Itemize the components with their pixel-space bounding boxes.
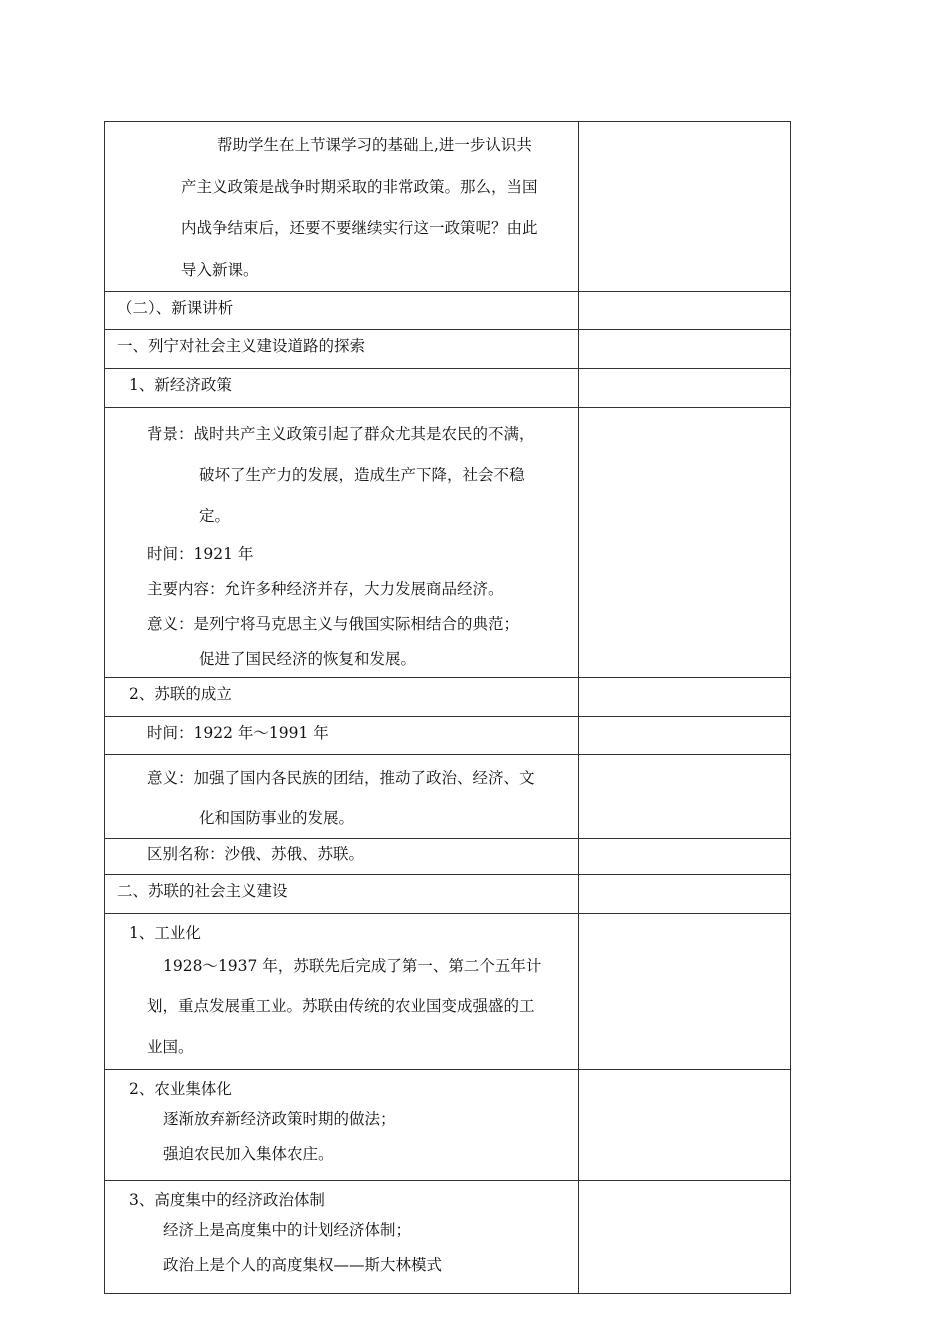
section-cell: [105, 717, 579, 755]
notes-cell: [579, 875, 791, 914]
section-cell: [105, 875, 579, 914]
ussr-heading: 2、苏联的成立: [129, 685, 232, 703]
intro-line: 导入新课。: [181, 260, 259, 279]
nep-content: 主要内容：允许多种经济并存，大力发展商品经济。: [147, 580, 504, 598]
notes-cell: [579, 914, 791, 1070]
industry-text: 业国。: [147, 1038, 194, 1056]
section-cell: [105, 330, 579, 369]
agri-heading: 2、农业集体化: [129, 1080, 232, 1098]
part2-heading: 二、苏联的社会主义建设: [117, 882, 288, 900]
section-cell: [105, 292, 579, 330]
notes-cell: [579, 408, 791, 678]
section-cell: [105, 678, 579, 717]
notes-cell: [579, 1181, 791, 1294]
notes-cell: [579, 330, 791, 369]
nep-details-cell: [105, 408, 579, 678]
industry-text: 划，重点发展重工业。苏联由传统的农业国变成强盛的工: [147, 997, 535, 1015]
system-heading: 3、高度集中的经济政治体制: [129, 1191, 325, 1209]
ussr-names: 区别名称：沙俄、苏俄、苏联。: [147, 845, 365, 863]
system-text: 经济上是高度集中的计划经济体制；: [163, 1221, 412, 1239]
system-text: 政治上是个人的高度集权——斯大林模式: [163, 1256, 443, 1274]
nep-meaning: 促进了国民经济的恢复和发展。: [199, 650, 417, 668]
industry-text: 1928～1937 年，苏联先后完成了第一、第二个五年计: [163, 957, 542, 975]
lesson-plan-table: [104, 121, 791, 1294]
industry-heading: 1、工业化: [129, 924, 201, 942]
notes-cell: [579, 755, 791, 839]
nep-background: 破坏了生产力的发展，造成生产下降，社会不稳: [199, 466, 525, 484]
nep-meaning: 意义：是列宁将马克思主义与俄国实际相结合的典范；: [147, 615, 520, 633]
intro-cell: [105, 122, 579, 292]
agri-text: 强迫农民加入集体农庄。: [163, 1145, 334, 1163]
nep-time: 时间：1921 年: [147, 545, 254, 563]
section-cell: [105, 369, 579, 408]
notes-cell: [579, 292, 791, 330]
system-cell: [105, 1181, 579, 1294]
agri-text: 逐渐放弃新经济政策时期的做法；: [163, 1110, 396, 1128]
notes-cell: [579, 678, 791, 717]
industry-cell: [105, 914, 579, 1070]
nep-heading: 1、新经济政策: [129, 376, 232, 394]
intro-line: 帮助学生在上节课学习的基础上,进一步认识共: [217, 136, 532, 154]
ussr-time: 时间：1922 年～1991 年: [147, 724, 329, 742]
new-lesson-heading: （二）、新课讲析: [117, 299, 234, 317]
ussr-meaning-cell: [105, 755, 579, 839]
notes-cell: [579, 369, 791, 408]
part1-heading: 一、列宁对社会主义建设道路的探索: [117, 337, 366, 355]
nep-background: 背景：战时共产主义政策引起了群众尤其是农民的不满，: [147, 425, 535, 443]
nep-background: 定。: [199, 507, 231, 525]
notes-cell: [579, 717, 791, 755]
ussr-meaning: 化和国防事业的发展。: [199, 809, 355, 827]
notes-cell: [579, 122, 791, 292]
notes-cell: [579, 1070, 791, 1181]
notes-cell: [579, 839, 791, 875]
intro-line: 产主义政策是战争时期采取的非常政策。那么，当国: [181, 177, 538, 196]
agri-cell: [105, 1070, 579, 1181]
ussr-meaning: 意义：加强了国内各民族的团结，推动了政治、经济、文: [147, 769, 535, 787]
section-cell: [105, 839, 579, 875]
intro-line: 内战争结束后，还要不要继续实行这一政策呢？由此: [181, 219, 538, 237]
